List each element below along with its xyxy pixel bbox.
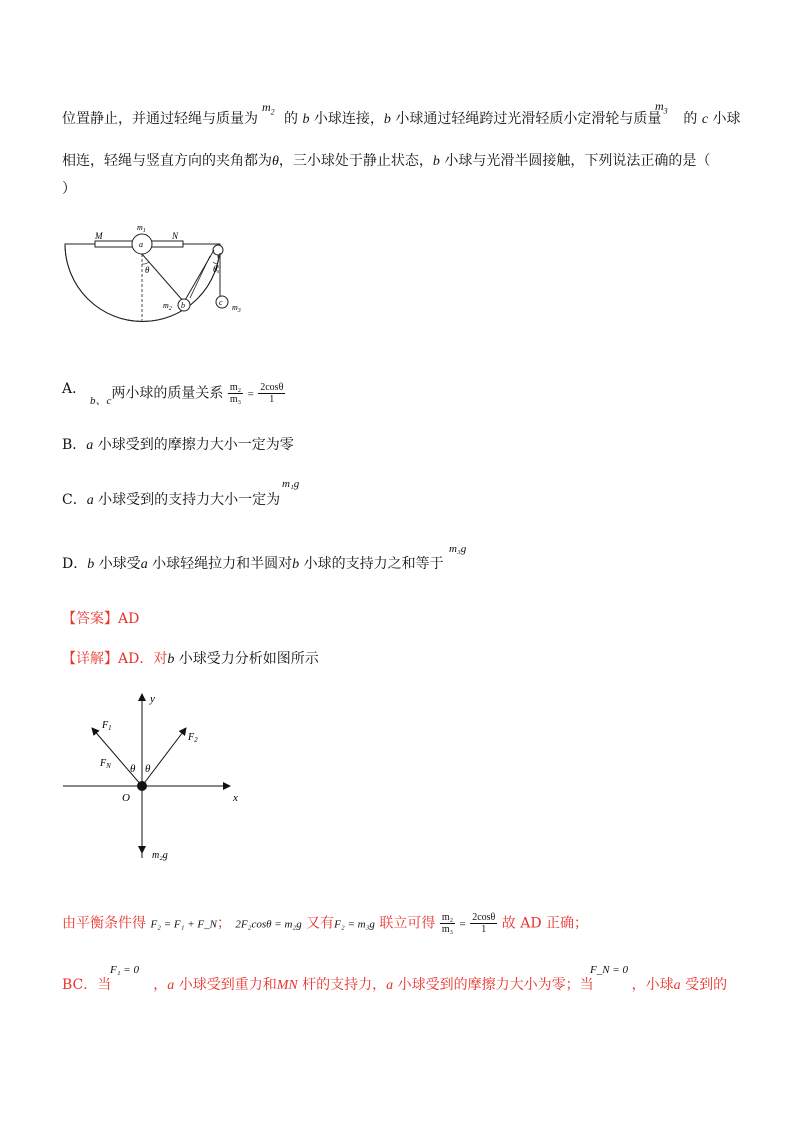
solution-rhs-fraction: $\frac{2\cos\theta}{1}$ [472,912,496,935]
semicircle-track [65,244,220,322]
detail-line: 【详解】AD．对b 小球受力分析如图所示 [62,651,319,667]
label-m: M [95,231,103,241]
mass-m2-inline: $m_2$ [262,100,275,117]
answer-value: AD [118,611,140,627]
label-theta-a: θ [145,265,150,275]
label-m3: $m_3$ [232,303,241,314]
label-b: b [181,301,185,310]
label-theta-pulley: θ [213,264,218,274]
option-a-body: $_{b、c}$两小球的质量关系 $\frac{\text{m₂}}{\text{m₃}}$ = $\frac{2\cos\theta}{1}$ [90,382,284,407]
solution-lhs-fraction: $\frac{\text{m₂}}{\text{m₃}}$ [441,912,454,935]
mass-m3-inline: $m_3$ [655,99,668,116]
solution-formula-fn: F_N = 0 [590,964,628,976]
f2-arrow [142,728,186,786]
label-a: a [139,240,143,249]
option-a-lhs-fraction: $\frac{\text{m₂}}{\text{m₃}}$ [229,382,242,405]
f1-arrow [92,728,142,786]
label-fn: $F_N$ [100,758,111,770]
label-n: N [172,231,179,241]
label-theta-left: θ [130,763,136,775]
label-o: O [122,792,130,804]
option-c-formula: m₁g [282,478,300,490]
option-c: C．a 小球受到的支持力大小一定为 [62,492,281,508]
solution-line-2: BC．当 ，a 小球受到重力和MN 杆的支持力，a 小球受到的摩擦力大小为零；当 ，小球a 受到的 [62,977,728,993]
option-d: D．b 小球受a 小球轻绳拉力和半圆对b 小球的支持力之和等于 [62,556,444,572]
label-f1: $F_1$ [102,720,112,732]
question-line-1: 位置静止，并通过轻绳与质量为 的 b 小球连接，b 小球通过轻绳跨过光滑轻质小定滑轮与质量 的 c 小球 [62,111,741,127]
label-c: c [219,298,223,307]
label-m1: $m_1$ [137,223,146,234]
question-line-3: ） [62,181,76,197]
solution-formula-f1: F₁ = 0 [110,964,139,976]
label-m2: $m_2$ [163,301,172,312]
force-diagram [60,688,260,868]
question-line-2: 相连，轻绳与竖直方向的夹角都为θ，三小球处于静止状态，b 小球与光滑半圆接触，下列说法正确的是（ [62,153,711,169]
answer-line [62,610,139,628]
option-a-rhs-fraction: $\frac{2\cos\theta}{1}$ [260,382,284,405]
label-y: y [150,693,155,705]
setup-diagram [60,220,260,330]
answer-label: 【答案】 [62,611,118,627]
option-b: B．a 小球受到的摩擦力大小一定为零 [62,437,294,453]
pulley [213,245,223,255]
label-m2g: m₂g [152,850,168,861]
label-f2: $F_2$ [188,732,198,744]
origin-point [137,781,147,791]
label-theta-right: θ [145,763,151,775]
option-a: A． [62,381,87,397]
label-x: x [233,792,238,804]
option-d-formula: m₃g [449,543,467,555]
solution-line-1: 由平衡条件得 F₂ = F₁ + F_N； 2F₂cosθ = m₂g 又有F₂ = m₃g 联立可得 $\frac{\text{m₂}}{\text{m₃}}$ = $\frac{2\cos\theta}{1}$ 故 AD 正确； [62,912,589,935]
